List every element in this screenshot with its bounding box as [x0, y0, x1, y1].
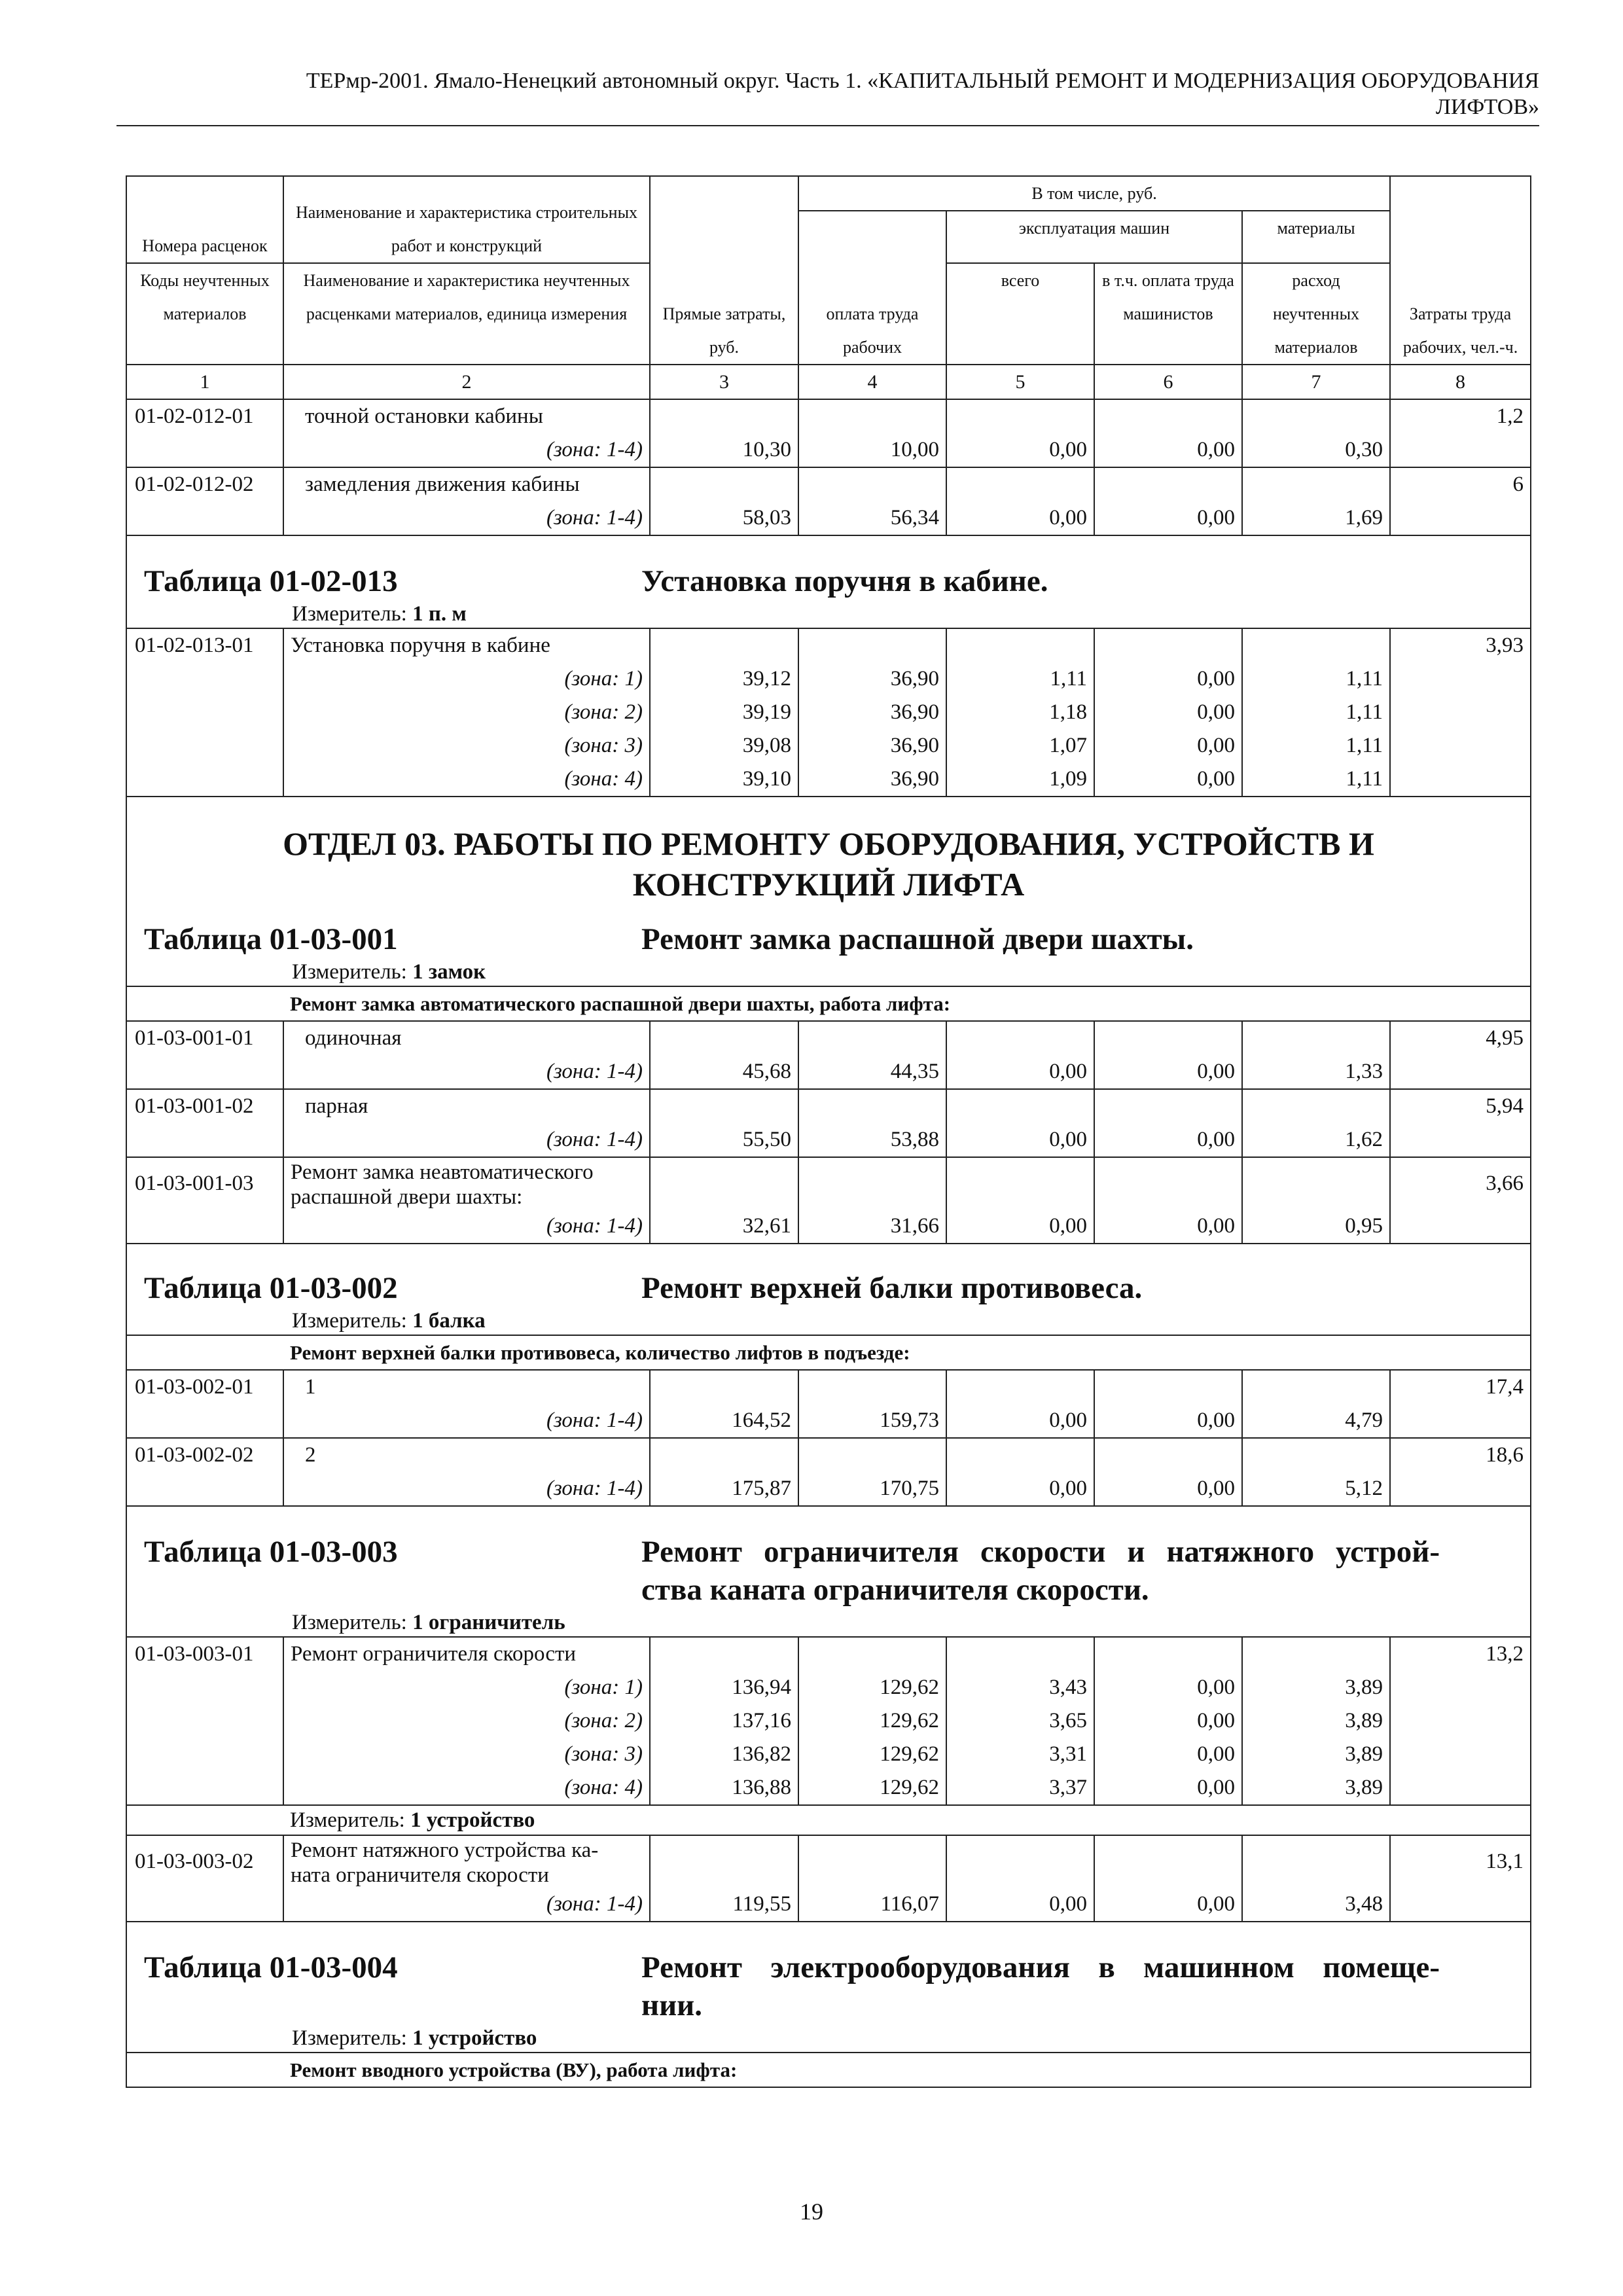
- table-row: [126, 1771, 1531, 1805]
- table-row: [126, 501, 1531, 535]
- section-heading: [127, 797, 1530, 920]
- cell-value: 0,00: [946, 1404, 1094, 1438]
- head-name: Наименование и характеристика строительных работ и конструкций: [283, 176, 650, 263]
- labor-value: 3,93: [1390, 628, 1531, 662]
- rate-name: 2: [283, 1438, 650, 1472]
- table-row: [126, 1089, 1531, 1123]
- column-numbers-row: [126, 365, 1531, 399]
- table-row: [126, 628, 1531, 662]
- cell-value: 36,90: [798, 762, 946, 797]
- cell-value: 137,16: [650, 1704, 798, 1738]
- col-num: 6: [1094, 365, 1242, 399]
- rate-name: 1: [283, 1370, 650, 1404]
- zone-label: (зона: 1-4): [283, 1123, 650, 1157]
- cell-value: 1,33: [1242, 1055, 1390, 1089]
- head-machines: эксплуатация машин: [946, 211, 1242, 263]
- cell-value: 3,89: [1242, 1738, 1390, 1771]
- cell-value: 55,50: [650, 1123, 798, 1157]
- cell-value: 39,19: [650, 696, 798, 729]
- cell-value: 1,11: [1242, 662, 1390, 696]
- zone-label: (зона: 1-4): [283, 1404, 650, 1438]
- head-direct: Прямые затраты, руб.: [650, 176, 798, 365]
- cell-value: 0,00: [946, 501, 1094, 535]
- cell-value: 0,00: [1094, 1472, 1242, 1506]
- cell-value: 31,66: [798, 1210, 946, 1244]
- cell-value: 0,00: [1094, 501, 1242, 535]
- rate-name-line: Ремонт натяжного устройства ка-: [291, 1839, 599, 1862]
- cell-value: 32,61: [650, 1210, 798, 1244]
- cell-value: 0,00: [946, 1210, 1094, 1244]
- zone-label: (зона: 2): [283, 1704, 650, 1738]
- cell-value: 0,00: [1094, 1055, 1242, 1089]
- measure-unit: 1 устройство: [410, 1808, 535, 1832]
- cell-value: 1,11: [1242, 762, 1390, 797]
- cell-value: 0,00: [946, 1888, 1094, 1922]
- price-table: [126, 175, 1531, 2088]
- table-row: [126, 1472, 1531, 1506]
- table-row: [126, 1438, 1531, 1472]
- cell-value: 0,00: [1094, 662, 1242, 696]
- table-title: Ремонт верхней балки противовеса.: [641, 1271, 1143, 1305]
- cell-value: 136,88: [650, 1771, 798, 1805]
- head-total: всего: [946, 263, 1094, 365]
- cell-value: 3,37: [946, 1771, 1094, 1805]
- cell-value: 1,07: [946, 729, 1094, 762]
- table-title: Установка поручня в кабине.: [641, 564, 1048, 598]
- page-number: 19: [800, 2198, 823, 2225]
- cell-value: 3,65: [946, 1704, 1094, 1738]
- cell-value: 3,89: [1242, 1771, 1390, 1805]
- rate-name: замедления движения кабины: [283, 467, 650, 501]
- table-title: [641, 1533, 1440, 1609]
- cell-value: 159,73: [798, 1404, 946, 1438]
- head-materials: материалы: [1242, 211, 1390, 263]
- cell-value: 39,12: [650, 662, 798, 696]
- cell-value: 39,10: [650, 762, 798, 797]
- table-row: [126, 1704, 1531, 1738]
- table-row: [126, 467, 1531, 501]
- cell-value: 0,00: [1094, 1671, 1242, 1704]
- table-label: Таблица 01-03-003: [144, 1535, 398, 1569]
- section-heading-line: ОТДЕЛ 03. РАБОТЫ ПО РЕМОНТУ ОБОРУДОВАНИЯ, УСТРОЙСТВ И: [283, 825, 1374, 862]
- cell-value: 129,62: [798, 1738, 946, 1771]
- section-heading-line: КОНСТРУКЦИЙ ЛИФТА: [632, 866, 1025, 903]
- section-row: [126, 797, 1531, 986]
- cell-value: 1,11: [946, 662, 1094, 696]
- table-title-row: [126, 1244, 1531, 1335]
- cell-value: 0,00: [946, 1472, 1094, 1506]
- zone-label: (зона: 4): [283, 1771, 650, 1805]
- table-label: Таблица 01-03-001: [144, 922, 398, 956]
- table-row: [126, 1055, 1531, 1089]
- header-line-1: ТЕРмр-2001. Ямало-Ненецкий автономный округ. Часть 1. «КАПИТАЛЬНЫЙ РЕМОНТ И МОДЕРНИЗАЦИЯ ОБОРУДОВАНИЯ: [306, 69, 1539, 93]
- rate-code: 01-03-003-02: [126, 1835, 283, 1888]
- labor-value: 4,95: [1390, 1021, 1531, 1055]
- rate-name: [283, 1157, 650, 1210]
- cell-value: 129,62: [798, 1771, 946, 1805]
- subheading: Ремонт верхней балки противовеса, количество лифтов в подъезде:: [283, 1335, 1531, 1370]
- measure-label: Измеритель:: [292, 1611, 407, 1634]
- head-labor: Затраты труда рабочих, чел.-ч.: [1390, 176, 1531, 365]
- head-codes: Коды неучтенных материалов: [126, 263, 283, 365]
- head-incl: В том числе, руб.: [798, 176, 1390, 211]
- cell-value: 44,35: [798, 1055, 946, 1089]
- table-title-line: ства каната ограничителя скорости.: [641, 1573, 1149, 1607]
- cell-value: 0,00: [1094, 1123, 1242, 1157]
- labor-value: 13,1: [1390, 1835, 1531, 1888]
- col-num: 2: [283, 365, 650, 399]
- labor-value: 5,94: [1390, 1089, 1531, 1123]
- table-row: [126, 1210, 1531, 1244]
- cell-value: 0,00: [1094, 762, 1242, 797]
- rate-name: точной остановки кабины: [283, 399, 650, 433]
- measure-label: Измеритель:: [292, 960, 407, 984]
- head-name2: Наименование и характеристика неучтенных расценками материалов, единица измерения: [283, 263, 650, 365]
- head-labor-pay: оплата труда рабочих: [798, 211, 946, 365]
- cell-value: 36,90: [798, 696, 946, 729]
- measure-line: [127, 1609, 1530, 1636]
- cell-value: 56,34: [798, 501, 946, 535]
- rate-name-line: распашной двери шахты:: [291, 1185, 523, 1209]
- cell-value: 1,11: [1242, 696, 1390, 729]
- zone-label: (зона: 1-4): [283, 501, 650, 535]
- table-row: [126, 1738, 1531, 1771]
- cell-value: 0,00: [1094, 1738, 1242, 1771]
- table-title-row: [126, 535, 1531, 628]
- cell-value: 58,03: [650, 501, 798, 535]
- labor-value: 17,4: [1390, 1370, 1531, 1404]
- cell-value: 0,00: [946, 1123, 1094, 1157]
- rate-name-line: Ремонт замка неавтоматического: [291, 1160, 594, 1184]
- head-incl-pay: в т.ч. оплата труда машинистов: [1094, 263, 1242, 365]
- cell-value: 164,52: [650, 1404, 798, 1438]
- cell-value: 0,00: [1094, 1704, 1242, 1738]
- subheading-row: [126, 2053, 1531, 2087]
- cell-value: 10,30: [650, 433, 798, 467]
- subheading-row: [126, 986, 1531, 1021]
- cell-value: 3,43: [946, 1671, 1094, 1704]
- table-row: [126, 1637, 1531, 1671]
- header-line-2: ЛИФТОВ»: [1435, 95, 1539, 119]
- cell-value: 36,90: [798, 662, 946, 696]
- table-title-row: [126, 1922, 1531, 2053]
- table-row: [126, 762, 1531, 797]
- cell-value: 0,95: [1242, 1210, 1390, 1244]
- zone-label: (зона: 1-4): [283, 433, 650, 467]
- rate-name-line: ната ограничителя скорости: [291, 1863, 549, 1887]
- rate-code: 01-03-001-02: [126, 1089, 283, 1123]
- measure-label: Измеритель:: [292, 1309, 407, 1333]
- col-num: 5: [946, 365, 1094, 399]
- labor-value: 1,2: [1390, 399, 1531, 433]
- cell-value: 119,55: [650, 1888, 798, 1922]
- table-title-row: [126, 1506, 1531, 1637]
- zone-label: (зона: 1-4): [283, 1888, 650, 1922]
- cell-value: 5,12: [1242, 1472, 1390, 1506]
- rate-name: парная: [283, 1089, 650, 1123]
- rate-name: одиночная: [283, 1021, 650, 1055]
- rate-code: 01-03-002-01: [126, 1370, 283, 1404]
- table-row: [126, 1835, 1531, 1888]
- cell-value: 10,00: [798, 433, 946, 467]
- cell-value: 36,90: [798, 729, 946, 762]
- table-row: [126, 399, 1531, 433]
- measure-line: [127, 2024, 1530, 2052]
- zone-label: (зона: 1): [283, 662, 650, 696]
- col-num: 4: [798, 365, 946, 399]
- table-row: [126, 729, 1531, 762]
- measure-line: [283, 1805, 1531, 1835]
- table-row: [126, 1157, 1531, 1210]
- table-title-line: нии.: [641, 1988, 702, 2022]
- table-title: Ремонт замка распашной двери шахты.: [641, 922, 1194, 956]
- measure-unit: 1 балка: [412, 1309, 486, 1333]
- zone-label: (зона: 2): [283, 696, 650, 729]
- cell-value: 3,48: [1242, 1888, 1390, 1922]
- table-label: Таблица 01-03-002: [144, 1271, 398, 1305]
- zone-label: (зона: 1-4): [283, 1210, 650, 1244]
- cell-value: 0,00: [946, 1055, 1094, 1089]
- table-title-line: Ремонт ограничителя скорости и натяжного устрой-: [641, 1535, 1440, 1569]
- table-row: [126, 1370, 1531, 1404]
- measure-line: [127, 958, 1530, 986]
- cell-value: 1,69: [1242, 501, 1390, 535]
- col-num: 8: [1390, 365, 1531, 399]
- labor-value: 18,6: [1390, 1438, 1531, 1472]
- measure-label: Измеритель:: [292, 602, 407, 626]
- cell-value: 0,00: [1094, 433, 1242, 467]
- zone-label: (зона: 1): [283, 1671, 650, 1704]
- table-row: [126, 1123, 1531, 1157]
- table-row: [126, 1404, 1531, 1438]
- subheading-row: [126, 1335, 1531, 1370]
- cell-value: 0,00: [1094, 729, 1242, 762]
- zone-label: (зона: 1-4): [283, 1055, 650, 1089]
- cell-value: 129,62: [798, 1704, 946, 1738]
- cell-value: 0,00: [1094, 1404, 1242, 1438]
- cell-value: 53,88: [798, 1123, 946, 1157]
- cell-value: 116,07: [798, 1888, 946, 1922]
- rate-code: 01-02-013-01: [126, 628, 283, 662]
- zone-label: (зона: 3): [283, 729, 650, 762]
- cell-value: 3,89: [1242, 1671, 1390, 1704]
- rate-name: Установка поручня в кабине: [283, 628, 650, 662]
- col-num: 3: [650, 365, 798, 399]
- table-row: [126, 1888, 1531, 1922]
- rate-code: 01-03-002-02: [126, 1438, 283, 1472]
- rate-name: Ремонт ограничителя скорости: [283, 1637, 650, 1671]
- labor-value: 3,66: [1390, 1157, 1531, 1210]
- cell-value: 170,75: [798, 1472, 946, 1506]
- labor-value: 6: [1390, 467, 1531, 501]
- rate-code: 01-03-003-01: [126, 1637, 283, 1671]
- cell-value: 0,00: [1094, 1771, 1242, 1805]
- rate-name: [283, 1835, 650, 1888]
- cell-value: 0,00: [1094, 1888, 1242, 1922]
- cell-value: 0,30: [1242, 433, 1390, 467]
- measure-label: Измеритель:: [290, 1808, 405, 1832]
- measure-unit: 1 замок: [412, 960, 486, 984]
- running-header: [116, 68, 1539, 120]
- head-mat-exp: расход неучтенных материалов: [1242, 263, 1390, 365]
- labor-value: 13,2: [1390, 1637, 1531, 1671]
- cell-value: 45,68: [650, 1055, 798, 1089]
- col-num: 7: [1242, 365, 1390, 399]
- cell-value: 4,79: [1242, 1404, 1390, 1438]
- cell-value: 1,18: [946, 696, 1094, 729]
- subheading: Ремонт вводного устройства (ВУ), работа лифта:: [283, 2053, 1531, 2087]
- zone-label: (зона: 1-4): [283, 1472, 650, 1506]
- cell-value: 1,09: [946, 762, 1094, 797]
- cell-value: 0,00: [1094, 1210, 1242, 1244]
- cell-value: 1,62: [1242, 1123, 1390, 1157]
- rate-code: 01-03-001-03: [126, 1157, 283, 1210]
- cell-value: 39,08: [650, 729, 798, 762]
- cell-value: 0,00: [1094, 696, 1242, 729]
- table-row: [126, 696, 1531, 729]
- rate-code: 01-03-001-01: [126, 1021, 283, 1055]
- table-row: [126, 1671, 1531, 1704]
- measure-line: [127, 600, 1530, 628]
- table-title: [641, 1948, 1440, 2024]
- measure-unit: 1 ограничитель: [412, 1611, 565, 1634]
- zone-label: (зона: 4): [283, 762, 650, 797]
- cell-value: 175,87: [650, 1472, 798, 1506]
- subheading: Ремонт замка автоматического распашной двери шахты, работа лифта:: [283, 986, 1531, 1021]
- measure-label: Измеритель:: [292, 2026, 407, 2050]
- cell-value: 0,00: [946, 433, 1094, 467]
- measure-row: [126, 1805, 1531, 1835]
- measure-line: [127, 1307, 1530, 1335]
- rate-code: 01-02-012-02: [126, 467, 283, 501]
- cell-value: 136,82: [650, 1738, 798, 1771]
- measure-unit: 1 п. м: [412, 602, 467, 626]
- table-label: Таблица 01-02-013: [144, 564, 398, 598]
- table-label: Таблица 01-03-004: [144, 1950, 398, 1984]
- header-rule: [116, 125, 1539, 126]
- table-row: [126, 433, 1531, 467]
- cell-value: 3,31: [946, 1738, 1094, 1771]
- table-row: [126, 662, 1531, 696]
- table-title-line: Ремонт электрооборудования в машинном помеще-: [641, 1950, 1440, 1984]
- rate-code: 01-02-012-01: [126, 399, 283, 433]
- zone-label: (зона: 3): [283, 1738, 650, 1771]
- cell-value: 129,62: [798, 1671, 946, 1704]
- table-head-row-1: [126, 176, 1531, 211]
- table-row: [126, 1021, 1531, 1055]
- measure-unit: 1 устройство: [412, 2026, 537, 2050]
- cell-value: 1,11: [1242, 729, 1390, 762]
- col-num: 1: [126, 365, 283, 399]
- cell-value: 3,89: [1242, 1704, 1390, 1738]
- cell-value: 136,94: [650, 1671, 798, 1704]
- head-numbers: Номера расценок: [126, 176, 283, 263]
